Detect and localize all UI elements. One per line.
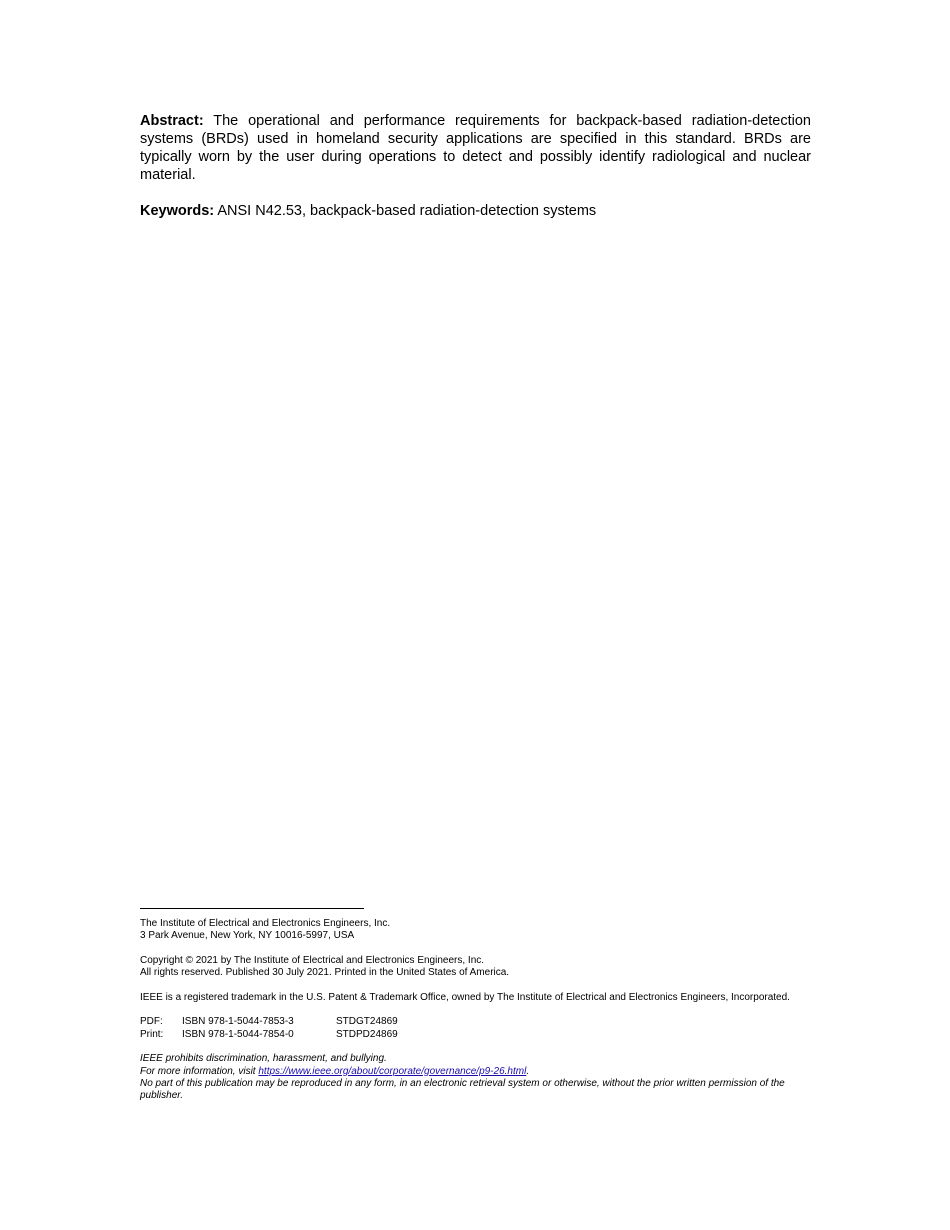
isbn-number: ISBN 978-1-5044-7853-3 [182, 1016, 294, 1028]
isbn-type: PDF: [140, 1016, 163, 1028]
keywords-text: ANSI N42.53, backpack-based radiation-detection systems [214, 203, 597, 219]
copyright-line: Copyright © 2021 by The Institute of Electrical and Electronics Engineers, Inc. [140, 954, 485, 966]
more-info-prefix: For more information, visit [140, 1065, 259, 1077]
main-text [140, 112, 811, 220]
footer-divider [140, 908, 364, 909]
isbn-block [140, 1016, 811, 1041]
governance-link[interactable]: https://www.ieee.org/about/corporate/governance/p9-26.html [258, 1065, 527, 1077]
trademark-block [140, 992, 811, 1004]
more-info-suffix: . [526, 1065, 530, 1077]
abstract-text: The operational and performance requirements for backpack-based radiation-detection systems (BRDs) used in homeland security applications are specified in this standard. BRDs are typically worn by the user during operations to detect and possibly identify radiological and nuclear material. [140, 113, 811, 183]
isbn-row-print [140, 1029, 811, 1041]
publisher-address: 3 Park Avenue, New York, NY 10016-5997, USA [140, 930, 355, 942]
abstract-paragraph [140, 112, 811, 184]
trademark-line: IEEE is a registered trademark in the U.S. Patent & Trademark Office, owned by The Institute of Electrical and Electronics Engineers, Incorporated. [140, 991, 790, 1003]
copyright-block [140, 955, 811, 980]
policy-line: IEEE prohibits discrimination, harassment, and bullying. [140, 1053, 387, 1065]
isbn-code: STDGT24869 [336, 1016, 398, 1028]
publisher-block [140, 918, 811, 943]
footer [140, 918, 811, 1102]
keywords-paragraph [140, 202, 811, 220]
more-info-line [140, 1066, 811, 1078]
reproduction-line: No part of this publication may be reproduced in any form, in an electronic retrieval system or otherwise, without the prior written permission of the publisher. [140, 1077, 785, 1102]
isbn-code: STDPD24869 [336, 1028, 398, 1040]
isbn-type: Print: [140, 1028, 164, 1040]
abstract-label: Abstract: [140, 113, 204, 129]
rights-line: All rights reserved. Published 30 July 2021. Printed in the United States of America. [140, 967, 510, 979]
isbn-row-pdf [140, 1016, 811, 1028]
policy-block [140, 1053, 811, 1102]
isbn-number: ISBN 978-1-5044-7854-0 [182, 1028, 294, 1040]
publisher-name: The Institute of Electrical and Electronics Engineers, Inc. [140, 918, 391, 929]
keywords-label: Keywords: [140, 203, 215, 219]
